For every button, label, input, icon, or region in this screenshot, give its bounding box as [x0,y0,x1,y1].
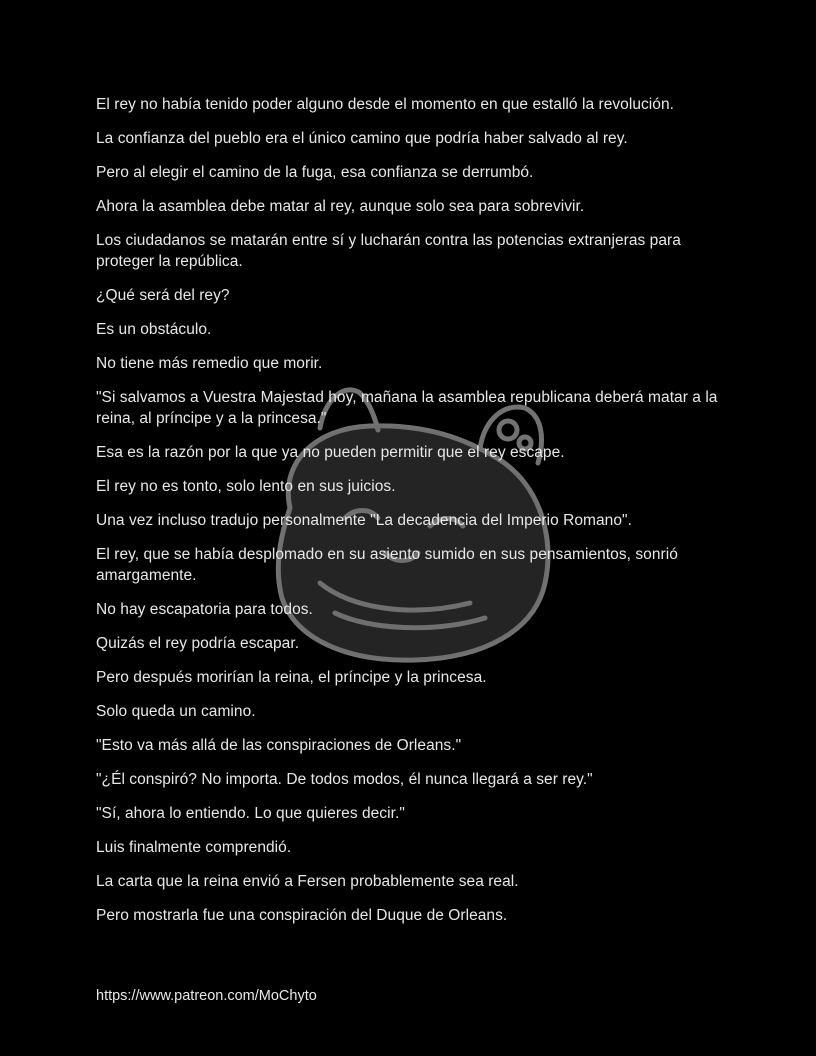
paragraph: Pero después morirían la reina, el príncipe y la princesa. [96,669,487,686]
paragraph: No hay escapatoria para todos. [96,601,313,618]
paragraph: Los ciudadanos se matarán entre sí y lucharán contra las potencias extranjeras para proteger la república. [96,232,681,270]
paragraph: El rey no había tenido poder alguno desde el momento en que estalló la revolución. [96,96,674,113]
patreon-link[interactable]: https://www.patreon.com/MoChyto [96,988,317,1004]
paragraph: Ahora la asamblea debe matar al rey, aunque solo sea para sobrevivir. [96,198,585,215]
paragraph: La confianza del pueblo era el único camino que podría haber salvado al rey. [96,130,628,147]
paragraph: Quizás el rey podría escapar. [96,635,300,652]
paragraph: Pero mostrarla fue una conspiración del Duque de Orleans. [96,907,508,924]
paragraph: Luis finalmente comprendió. [96,839,292,856]
paragraph: "¿Él conspiró? No importa. De todos modos, él nunca llegará a ser rey." [96,771,593,788]
paragraph: Es un obstáculo. [96,321,212,338]
paragraph: El rey, que se había desplomado en su asiento sumido en sus pensamientos, sonrió amargamente. [96,546,678,584]
paragraph: "Esto va más allá de las conspiraciones de Orleans." [96,737,462,754]
paragraph: El rey no es tonto, solo lento en sus juicios. [96,478,396,495]
paragraph: Esa es la razón por la que ya no pueden permitir que el rey escape. [96,444,565,461]
paragraph: "Si salvamos a Vuestra Majestad hoy, mañana la asamblea republicana deberá matar a la reina, al príncipe y a la princesa." [96,389,718,427]
paragraph: Solo queda un camino. [96,703,256,720]
paragraph: Pero al elegir el camino de la fuga, esa confianza se derrumbó. [96,164,534,181]
paragraph: ¿Qué será del rey? [96,287,230,304]
paragraph: Una vez incluso tradujo personalmente "La decadencia del Imperio Romano". [96,512,632,529]
document-body [96,94,726,939]
paragraph: "Sí, ahora lo entiendo. Lo que quieres decir." [96,805,405,822]
paragraph: No tiene más remedio que morir. [96,355,323,372]
paragraph: La carta que la reina envió a Fersen probablemente sea real. [96,873,519,890]
